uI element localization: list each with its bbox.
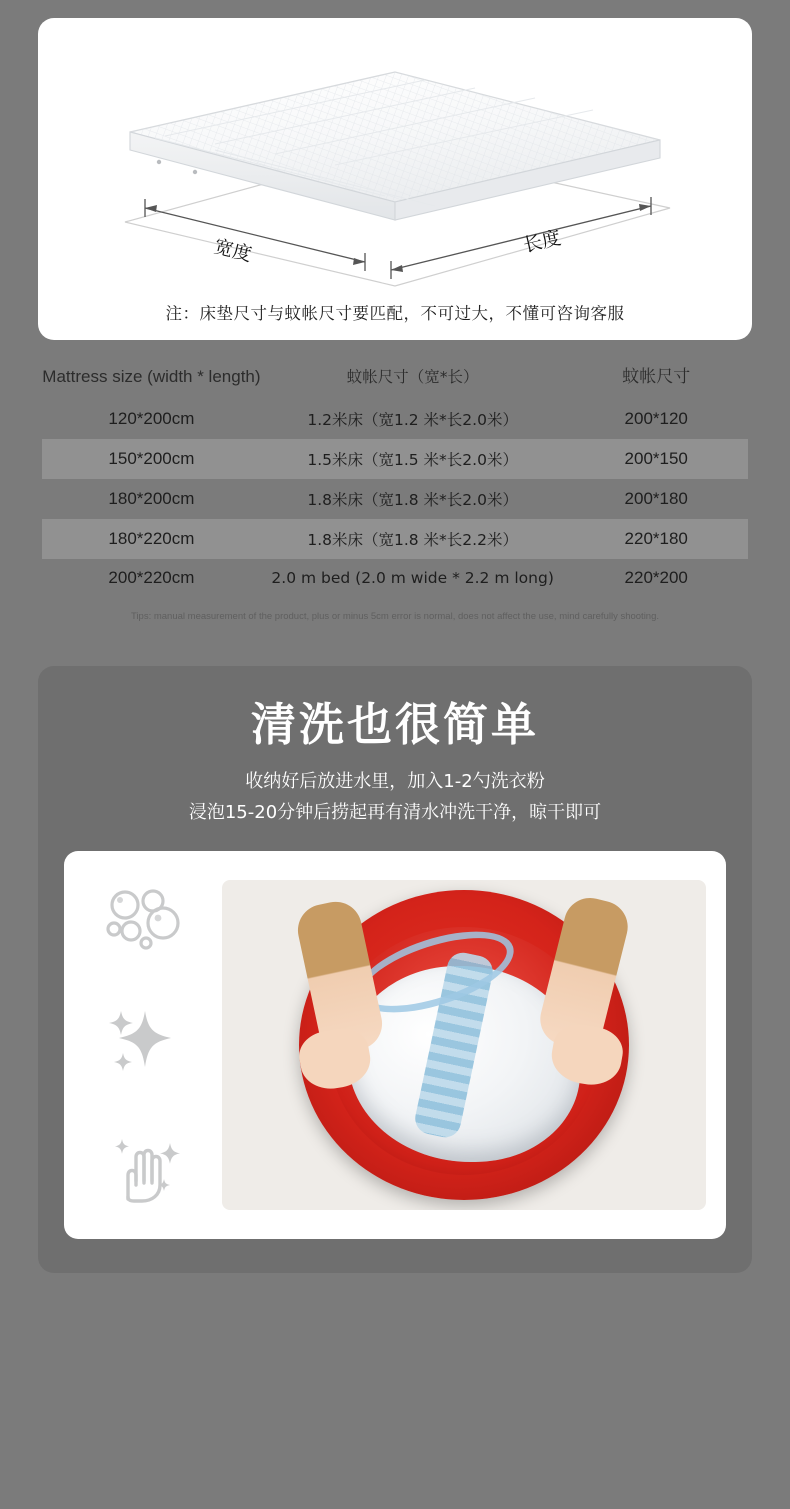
cell-net-desc: 1.2米床（宽1.2 米*长2.0米） [307,411,518,429]
cell-net-size: 220*180 [564,519,748,559]
mattress-diagram [54,36,736,298]
table-row [42,399,748,439]
table-row [42,519,748,559]
wash-title: 清洗也很简单 [250,698,539,751]
width-label: 宽度 [211,235,254,267]
mattress-illustration [95,36,695,298]
cell-mattress-size: 120*200cm [108,409,195,428]
cell-mattress-size: 180*200cm [108,489,195,508]
header-net-size: 蚊帐尺寸 [622,367,691,387]
cell-net-desc: 1.8米床（宽1.8 米*长2.2米） [261,519,565,559]
washing-photo [222,880,706,1210]
diagram-note: 注：床垫尺寸与蚊帐尺寸要匹配，不可过大，不懂可咨询客服 [165,304,625,323]
table-header-row [42,356,748,399]
wash-icon-column [84,873,204,1217]
table-row [42,479,748,519]
bubbles-icon [101,883,187,959]
table-row [42,439,748,479]
cell-net-desc: 1.8米床（宽1.8 米*长2.0米） [307,491,518,509]
length-label: 长度 [521,226,564,257]
cell-net-size: 200*120 [624,409,688,428]
cell-mattress-size: 200*220cm [108,568,195,587]
size-table [42,356,748,597]
cell-net-size: 200*150 [564,439,748,479]
wash-subtitle-line1: 收纳好后放进水里，加入1-2勺洗衣粉 [245,770,545,792]
size-section [0,0,790,640]
cell-net-size: 200*180 [624,489,688,508]
cell-net-size: 220*200 [624,568,688,587]
wash-card [64,851,726,1239]
wash-section [38,666,752,1273]
header-net-size-cn: 蚊帐尺寸（宽*长） [346,368,479,386]
cell-net-desc: 1.5米床（宽1.5 米*长2.0米） [261,439,565,479]
hand-wash-icon [98,1123,190,1207]
size-diagram-card [38,18,752,340]
cell-net-desc: 2.0 m bed (2.0 m wide * 2.2 m long) [271,569,554,587]
table-row [42,559,748,597]
wash-subtitle-line2: 浸泡15-20分钟后捞起再有清水冲洗干净，晾干即可 [188,802,602,823]
tips-text: Tips: manual measurement of the product, plus or minus 5cm error is normal, does not affect the use, mind carefully shooting. [130,611,660,622]
header-mattress-size: Mattress size (width * length) [42,367,261,386]
size-table-wrap [38,356,752,628]
cell-mattress-size: 150*200cm [42,439,261,479]
sparkle-icon [101,1001,187,1081]
cell-mattress-size: 180*220cm [42,519,261,559]
